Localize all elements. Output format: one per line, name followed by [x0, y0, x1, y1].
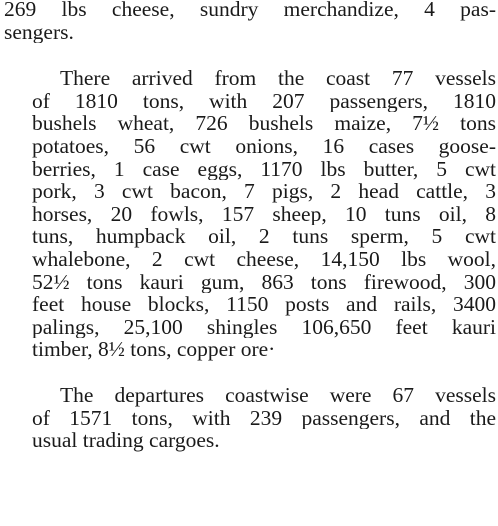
text-line: whalebone, 2 cwt cheese, 14,150 lbs wool, [32, 247, 496, 271]
paragraph-arrivals [4, 67, 496, 361]
text-line: tuns, humpback oil, 2 tuns sperm, 5 cwt [32, 225, 496, 248]
text-line: of 1810 tons, with 207 passengers, 1810 [32, 89, 496, 113]
text-line: berries, 1 case eggs, 1170 lbs butter, 5 cwt [32, 157, 496, 181]
text-line: 269 lbs cheese, sundry merchandize, 4 pas- [4, 0, 496, 21]
text-line: 52½ tons kauri gum, 863 tons firewood, 300 [32, 270, 496, 294]
text-line: of 1571 tons, with 239 passengers, and the [32, 406, 496, 430]
text-line: sengers. [4, 20, 74, 44]
text-line: potatoes, 56 cwt onions, 16 cases goose- [32, 134, 496, 158]
text-line: bushels wheat, 726 bushels maize, 7½ tons [32, 112, 496, 135]
text-line: usual trading cargoes. [32, 429, 220, 452]
paragraph-departures [4, 384, 496, 452]
text-line: feet house blocks, 1150 posts and rails, 3400 [32, 293, 496, 316]
text-line: The departures coastwise were 67 vessels [60, 383, 496, 407]
paragraph-cargo-continuation [4, 0, 496, 43]
text-line: timber, 8½ tons, copper ore· [32, 338, 276, 361]
text-line: pork, 3 cwt bacon, 7 pigs, 2 head cattle, 3 [32, 180, 496, 203]
text-line: horses, 20 fowls, 157 sheep, 10 tuns oil, 8 [32, 202, 496, 226]
text-line: palings, 25,100 shingles 106,650 feet kauri [32, 315, 496, 339]
text-line: There arrived from the coast 77 vessels [60, 67, 496, 90]
